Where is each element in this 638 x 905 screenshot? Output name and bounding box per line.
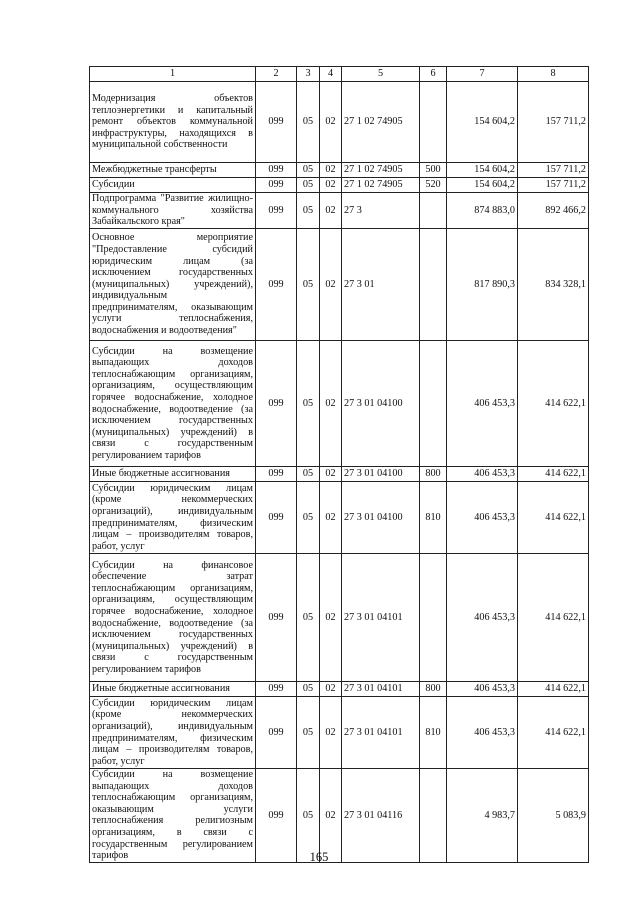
cell-amount-year1: 406 453,3 (447, 482, 518, 554)
table-row (90, 178, 589, 193)
cell-amount-year1: 154 604,2 (447, 178, 518, 193)
row-name: Субсидии на возмещение выпадающих доходов теплоснабжающим организациям, оказывающим услуги теплоснабжения религиозным организациям, в связи с государственным регулированием тарифов (90, 769, 256, 863)
cell-subsection: 02 (320, 554, 342, 682)
cell-expense-type (420, 229, 447, 341)
cell-section: 05 (297, 229, 320, 341)
cell-section: 05 (297, 178, 320, 193)
header-cell: 7 (447, 67, 518, 82)
cell-amount-year1: 406 453,3 (447, 467, 518, 482)
cell-expense-type: 810 (420, 482, 447, 554)
cell-section: 05 (297, 554, 320, 682)
cell-admin-code: 099 (256, 554, 297, 682)
table-row (90, 682, 589, 697)
cell-target-article: 27 3 (342, 193, 420, 229)
cell-amount-year2: 157 711,2 (518, 178, 589, 193)
row-name: Субсидии на финансовое обеспечение затрат теплоснабжающим организациям, организациям, осуществляющим горячее водоснабжение, холодное водоснабжение, водоотведение (за исключением государственных (муниципальных) учреждений) в связи с государственным регулированием тарифов (90, 554, 256, 682)
cell-amount-year1: 874 883,0 (447, 193, 518, 229)
cell-amount-year2: 414 622,1 (518, 682, 589, 697)
cell-admin-code: 099 (256, 193, 297, 229)
cell-amount-year2: 5 083,9 (518, 769, 589, 863)
header-cell: 2 (256, 67, 297, 82)
header-cell: 8 (518, 67, 589, 82)
cell-section: 05 (297, 682, 320, 697)
cell-admin-code: 099 (256, 697, 297, 769)
cell-amount-year2: 157 711,2 (518, 82, 589, 163)
cell-admin-code: 099 (256, 229, 297, 341)
cell-target-article: 27 3 01 04101 (342, 682, 420, 697)
cell-expense-type (420, 193, 447, 229)
table-row (90, 193, 589, 229)
cell-target-article: 27 3 01 04100 (342, 467, 420, 482)
cell-amount-year1: 406 453,3 (447, 697, 518, 769)
cell-expense-type (420, 82, 447, 163)
cell-admin-code: 099 (256, 178, 297, 193)
cell-subsection: 02 (320, 697, 342, 769)
header-row (90, 67, 589, 82)
row-name: Подпрограмма "Развитие жилищно-коммунального хозяйства Забайкальского края" (90, 193, 256, 229)
cell-subsection: 02 (320, 341, 342, 467)
cell-amount-year1: 406 453,3 (447, 341, 518, 467)
cell-subsection: 02 (320, 178, 342, 193)
table-row (90, 769, 589, 863)
header-cell: 5 (342, 67, 420, 82)
cell-target-article: 27 1 02 74905 (342, 82, 420, 163)
cell-admin-code: 099 (256, 163, 297, 178)
table-row (90, 229, 589, 341)
cell-subsection: 02 (320, 193, 342, 229)
table-row (90, 697, 589, 769)
table-row (90, 82, 589, 163)
cell-expense-type (420, 554, 447, 682)
cell-target-article: 27 3 01 04101 (342, 554, 420, 682)
row-name: Субсидии юридическим лицам (кроме некоммерческих организаций), индивидуальным предпринимателям, физическим лицам – производителям товаров, работ, услуг (90, 482, 256, 554)
cell-admin-code: 099 (256, 341, 297, 467)
table-row (90, 554, 589, 682)
row-name: Межбюджетные трансферты (90, 163, 256, 178)
cell-expense-type: 800 (420, 682, 447, 697)
cell-subsection: 02 (320, 82, 342, 163)
cell-subsection: 02 (320, 467, 342, 482)
cell-section: 05 (297, 697, 320, 769)
cell-amount-year2: 414 622,1 (518, 482, 589, 554)
cell-admin-code: 099 (256, 482, 297, 554)
row-name: Основное мероприятие "Предоставление субсидий юридическим лицам (за исключением государственных (муниципальных) учреждений), индивидуальным предпринимателям, оказывающим услуги теплоснабжения, водоснабжения и водоотведения" (90, 229, 256, 341)
cell-section: 05 (297, 482, 320, 554)
cell-target-article: 27 1 02 74905 (342, 163, 420, 178)
row-name: Субсидии на возмещение выпадающих доходов теплоснабжающим организациям, организациям, осуществляющим горячее водоснабжение, холодное водоснабжение, водоотведение (за исключением государственных (муниципальных) учреждений) в связи с государственным регулированием тарифов (90, 341, 256, 467)
row-name: Субсидии юридическим лицам (кроме некоммерческих организаций), индивидуальным предпринимателям, физическим лицам – производителям товаров, работ, услуг (90, 697, 256, 769)
cell-amount-year1: 406 453,3 (447, 682, 518, 697)
row-name: Модернизация объектов теплоэнергетики и капитальный ремонт объектов коммунальной инфраструктуры, находящихся в муниципальной собственности (90, 82, 256, 163)
page-number: 165 (309, 850, 329, 864)
cell-amount-year2: 414 622,1 (518, 697, 589, 769)
cell-subsection: 02 (320, 769, 342, 863)
cell-expense-type: 520 (420, 178, 447, 193)
cell-amount-year1: 154 604,2 (447, 163, 518, 178)
table-row (90, 467, 589, 482)
cell-expense-type (420, 769, 447, 863)
cell-section: 05 (297, 82, 320, 163)
cell-amount-year2: 834 328,1 (518, 229, 589, 341)
cell-section: 05 (297, 769, 320, 863)
table-row (90, 163, 589, 178)
cell-amount-year1: 154 604,2 (447, 82, 518, 163)
cell-amount-year2: 414 622,1 (518, 554, 589, 682)
cell-admin-code: 099 (256, 82, 297, 163)
cell-target-article: 27 3 01 04101 (342, 697, 420, 769)
budget-table (89, 66, 589, 863)
cell-expense-type: 500 (420, 163, 447, 178)
cell-amount-year1: 406 453,3 (447, 554, 518, 682)
cell-admin-code: 099 (256, 682, 297, 697)
row-name: Субсидии (90, 178, 256, 193)
cell-expense-type (420, 341, 447, 467)
cell-admin-code: 099 (256, 467, 297, 482)
cell-expense-type: 810 (420, 697, 447, 769)
cell-amount-year2: 414 622,1 (518, 467, 589, 482)
cell-target-article: 27 3 01 04100 (342, 341, 420, 467)
cell-section: 05 (297, 467, 320, 482)
table-row (90, 482, 589, 554)
cell-subsection: 02 (320, 163, 342, 178)
row-name: Иные бюджетные ассигнования (90, 682, 256, 697)
cell-target-article: 27 3 01 (342, 229, 420, 341)
cell-subsection: 02 (320, 229, 342, 341)
cell-amount-year1: 4 983,7 (447, 769, 518, 863)
cell-section: 05 (297, 193, 320, 229)
cell-target-article: 27 1 02 74905 (342, 178, 420, 193)
cell-section: 05 (297, 341, 320, 467)
header-cell: 3 (297, 67, 320, 82)
header-cell: 1 (90, 67, 256, 82)
cell-amount-year2: 414 622,1 (518, 341, 589, 467)
cell-target-article: 27 3 01 04116 (342, 769, 420, 863)
cell-amount-year2: 892 466,2 (518, 193, 589, 229)
cell-amount-year1: 817 890,3 (447, 229, 518, 341)
cell-admin-code: 099 (256, 769, 297, 863)
cell-subsection: 02 (320, 482, 342, 554)
table-row (90, 341, 589, 467)
header-cell: 6 (420, 67, 447, 82)
header-cell: 4 (320, 67, 342, 82)
cell-target-article: 27 3 01 04100 (342, 482, 420, 554)
cell-section: 05 (297, 163, 320, 178)
cell-amount-year2: 157 711,2 (518, 163, 589, 178)
row-name: Иные бюджетные ассигнования (90, 467, 256, 482)
cell-expense-type: 800 (420, 467, 447, 482)
cell-subsection: 02 (320, 682, 342, 697)
